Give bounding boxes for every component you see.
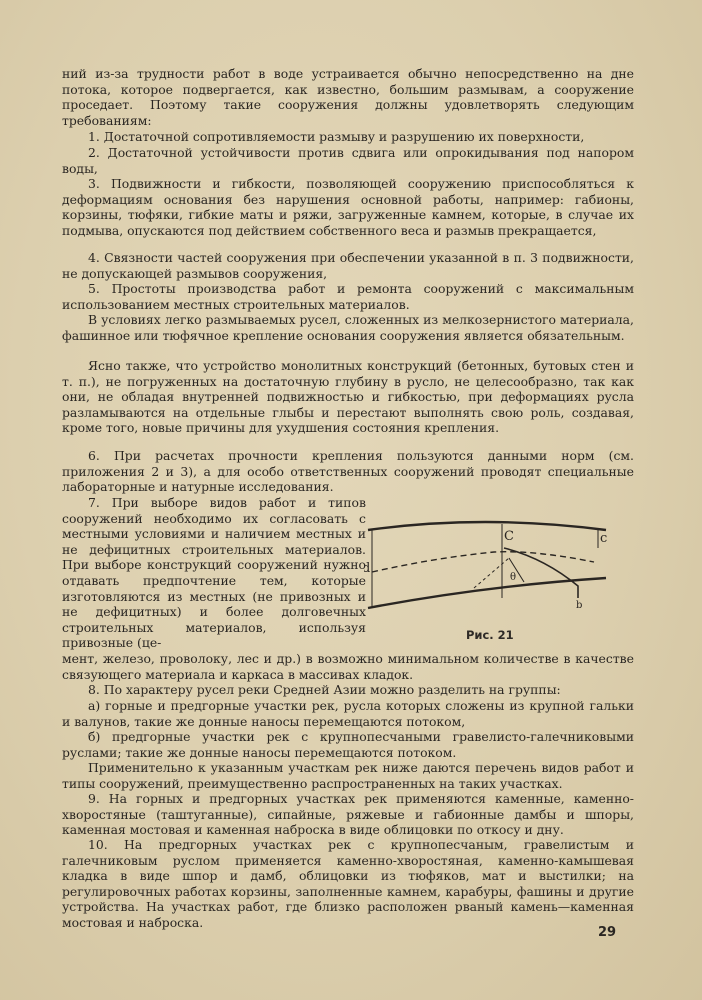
paragraph-6: 6. При расчетах прочности крепления пользуются данными норм (см. приложения 2 и 3), а для особо ответственных сооружений проводят специальные лабораторные и натурные исследования. <box>62 448 634 495</box>
label-c-upper: C <box>504 529 514 544</box>
requirement-3: 3. Подвижности и гибкости, позволяющей сооружению приспособляться к деформациям основания без нарушения основной работы, например: габионы, корзины, тюфяки, гибкие маты и ряжи, загруженные камнем, которые, в случае их подмыва, опускаются под действием собственного веса и размыв прекращается, <box>62 176 634 238</box>
requirement-4: 4. Связности частей сооружения при обеспечении указанной в п. 3 подвижности, не допускающей размывов сооружения, <box>62 250 634 281</box>
channel-diagram <box>364 508 639 640</box>
paragraph-7-start: 7. При выборе видов работ и типов сооружений необходимо их согласовать с местными условиями и наличием местных и не дефицитных строительных материалов. При выборе конструкций сооружений нужно отдавать предпочтение тем, которые изготовляются из местных (не привозных и не дефицитных) и более долговечных строительных материалов, используя привозные (це- <box>62 495 366 651</box>
paragraph-7-end: мент, железо, проволоку, лес и др.) в возможно минимальном количестве в качестве связующего материала и каркаса в массивах кладок. <box>62 651 634 682</box>
label-c-right: c <box>600 531 608 546</box>
paragraph-list: Применительно к указанным участкам рек ниже даются перечень видов работ и типы сооружений, преимущественно распространенных на таких участках. <box>62 760 634 791</box>
paragraph-8a: а) горные и предгорные участки рек, русла которых сложены из крупной гальки и валунов, такие же донные наносы перемещаются потоком, <box>62 698 634 729</box>
upper-bank-line <box>368 522 606 530</box>
paragraph-8: 8. По характеру русел реки Средней Азии можно разделить на группы: <box>88 682 561 697</box>
requirement-5: 5. Простоты производства работ и ремонта сооружений с максимальным использованием местных строительных материалов. <box>62 281 634 312</box>
water-surface-line <box>372 552 594 572</box>
paragraph-intro: ний из-за трудности работ в воде устраивается обычно непосредственно на дне потока, которое подвергается, как известно, большим размывам, а сооружение проседает. Поэтому такие сооружения должны удовлетворять следующим требованиям: <box>62 66 634 128</box>
page-number: 29 <box>598 925 617 940</box>
paragraph-10: 10. На предгорных участках рек с крупнопесчаным, гравелистым и галечниковым руслом применяется каменно-хворостяная, каменно-камышевая кладка в виде шпор и дамб, облицовки из тюфяков, мат и выстилки; на регулировочных работах корзины, заполненные камнем, карабуры, фашины и другие устройства. На участках работ, где близко расположен рваный камень—каменная мостовая и наброска. <box>62 837 634 930</box>
figure-caption: Рис. 21 <box>466 628 514 642</box>
label-b: b <box>576 600 583 611</box>
lower-bank-line <box>368 578 606 608</box>
paragraph-loose-beds: В условиях легко размываемых русел, сложенных из мелкозернистого материала, фашинное или тюфячное крепление основания сооружения является обязательным. <box>62 312 634 343</box>
angle-line-1 <box>474 558 509 588</box>
requirement-1: 1. Достаточной сопротивляемости размыву и разрушению их поверхности, <box>88 129 585 144</box>
label-theta: θ <box>510 572 517 583</box>
requirement-2: 2. Достаточной устойчивости против сдвига или опрокидывания под напором воды, <box>62 145 634 176</box>
figure-21 <box>364 508 639 640</box>
paragraph-8b: б) предгорные участки рек с крупнопесчаными гравелисто-галечниковыми руслами; такие же донные наносы перемещаются потоком. <box>62 729 634 760</box>
label-d: d <box>364 561 371 576</box>
paragraph-9: 9. На горных и предгорных участках рек применяются каменные, каменно-хворостяные (таштуганные), сипайные, ряжевые и габионные дамбы и шпоры, каменная мостовая и каменная наброска в виде облицовки по откосу и дну. <box>62 791 634 838</box>
paragraph-monolith: Ясно также, что устройство монолитных конструкций (бетонных, бутовых стен и т. п.), не погруженных на достаточную глубину в русло, не целесообразно, так как они, не обладая внутренней подвижностью и гибкостью, при деформациях русла разламываются на отдельные глыбы и перестают выполнять свою роль, создавая, кроме того, новые причины для ухудшения состояния крепления. <box>62 358 634 436</box>
